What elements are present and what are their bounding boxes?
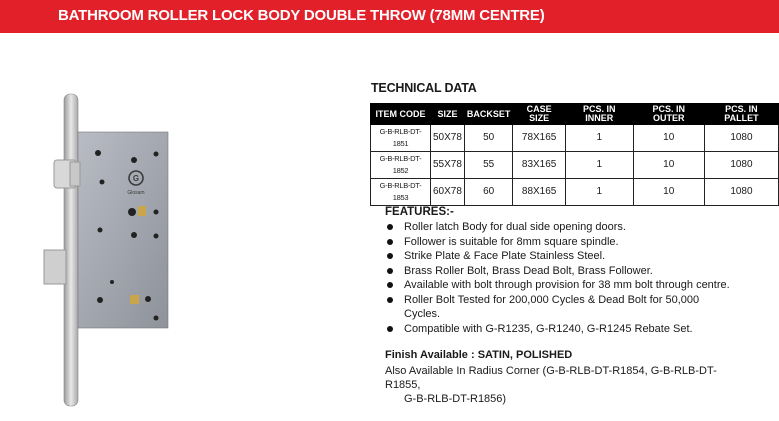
feature-item: Roller Bolt Tested for 200,000 Cycles & Dead Bolt for 50,000 Cycles. <box>385 293 734 322</box>
feature-item: Compatible with G-R1235, G-R1240, G-R1245 Rebate Set. <box>385 322 734 337</box>
technical-data-title: TECHNICAL DATA <box>371 81 477 95</box>
lock-body-image <box>40 90 180 410</box>
also-available-line1: Also Available In Radius Corner (G-B-RLB-DT-R1854, G-B-RLB-DT-R1855, <box>385 365 717 391</box>
page-title: BATHROOM ROLLER LOCK BODY DOUBLE THROW (78MM CENTRE) <box>58 7 545 24</box>
cell-pcs-inner: 1 <box>565 125 633 152</box>
cell-pcs-outer: 10 <box>633 179 704 206</box>
features-list <box>385 220 734 336</box>
feature-item: Roller latch Body for dual side opening doors. <box>385 220 734 235</box>
cell-item-code: G-B-RLB-DT-1851 <box>371 125 431 152</box>
cell-pcs-outer: 10 <box>633 152 704 179</box>
cell-size: 60X78 <box>430 179 464 206</box>
col-pcs-outer: PCS. IN OUTER <box>633 104 704 125</box>
table-row <box>371 152 779 179</box>
table-header-row <box>371 104 779 125</box>
svg-text:Glosam: Glosam <box>127 190 145 196</box>
header-bar <box>0 0 779 33</box>
cell-pcs-pallet: 1080 <box>704 179 778 206</box>
cell-pcs-inner: 1 <box>565 152 633 179</box>
cell-pcs-pallet: 1080 <box>704 152 778 179</box>
cell-size: 55X78 <box>430 152 464 179</box>
cell-backset: 50 <box>464 125 513 152</box>
col-case-size: CASE SIZE <box>513 104 565 125</box>
cell-pcs-outer: 10 <box>633 125 704 152</box>
cell-backset: 55 <box>464 152 513 179</box>
cell-case-size: 88X165 <box>513 179 565 206</box>
cell-pcs-pallet: 1080 <box>704 125 778 152</box>
feature-item: Follower is suitable for 8mm square spindle. <box>385 235 734 250</box>
cell-size: 50X78 <box>430 125 464 152</box>
table-row <box>371 179 779 206</box>
also-available-note <box>385 364 725 406</box>
feature-item: Strike Plate & Face Plate Stainless Steel. <box>385 249 734 264</box>
cell-backset: 60 <box>464 179 513 206</box>
feature-item: Available with bolt through provision for 38 mm bolt through centre. <box>385 278 734 293</box>
col-pcs-inner: PCS. IN INNER <box>565 104 633 125</box>
also-available-line2: G-B-RLB-DT-R1856) <box>404 393 507 405</box>
cell-item-code: G-B-RLB-DT-1852 <box>371 152 431 179</box>
cell-case-size: 83X165 <box>513 152 565 179</box>
col-size: SIZE <box>430 104 464 125</box>
technical-data-table <box>370 103 779 206</box>
col-pcs-pallet: PCS. IN PALLET <box>704 104 778 125</box>
feature-item: Brass Roller Bolt, Brass Dead Bolt, Brass Follower. <box>385 264 734 279</box>
cell-case-size: 78X165 <box>513 125 565 152</box>
table-row <box>371 125 779 152</box>
col-backset: BACKSET <box>464 104 513 125</box>
cell-item-code: G-B-RLB-DT-1853 <box>371 179 431 206</box>
svg-text:G: G <box>132 174 140 183</box>
cell-pcs-inner: 1 <box>565 179 633 206</box>
col-item-code: ITEM CODE <box>371 104 431 125</box>
features-title: FEATURES:- <box>385 206 454 218</box>
finish-available: Finish Available : SATIN, POLISHED <box>385 349 573 361</box>
